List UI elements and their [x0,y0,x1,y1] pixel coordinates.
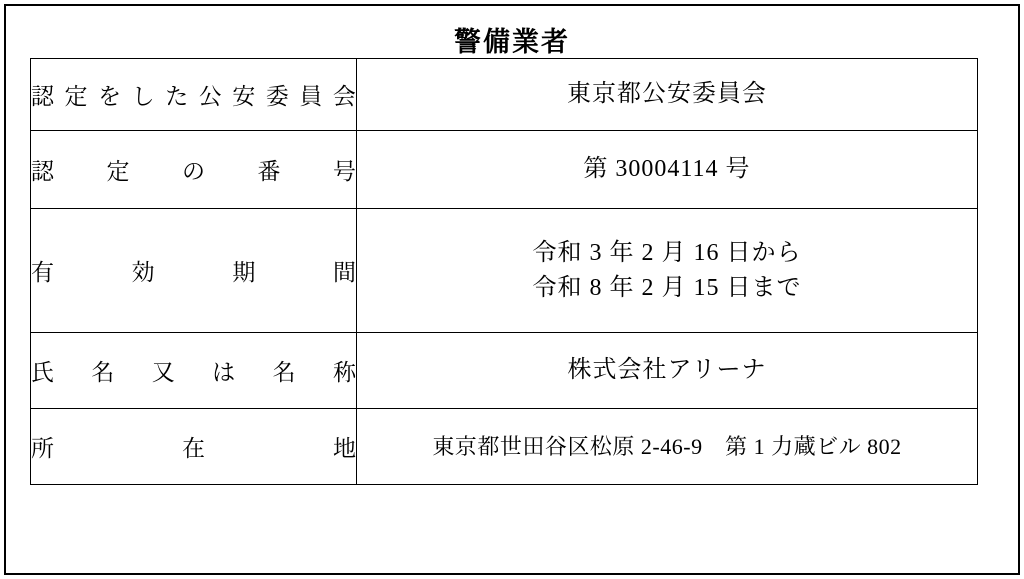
row-value-cell [357,333,978,409]
certificate-frame [4,4,1020,575]
certificate-table [30,58,978,485]
label-char: 氏 [31,360,54,385]
label-char: 定 [64,84,88,109]
row-label-text [31,153,356,186]
label-char: 称 [332,360,356,385]
row-value-text: 令和 8 年 2 月 15 日まで [532,274,802,301]
label-char: 認 [31,159,54,184]
label-char: 番 [257,159,281,184]
row-value-text: 第 30004114 号 [583,156,751,183]
table-row [31,409,978,485]
label-char: 地 [333,436,356,461]
row-label-text [31,430,356,463]
row-value-text: 株式会社アリーナ [567,357,767,384]
label-char: 定 [106,159,130,184]
label-char: 有 [31,260,54,285]
label-char: 認 [31,84,54,109]
certificate-table-wrap [30,58,978,485]
label-char: 期 [232,260,256,285]
row-label-cell [31,131,357,209]
row-value-cell [357,209,978,333]
label-char: 名 [91,360,115,385]
row-value-cell [357,59,978,131]
row-label-text [31,354,356,387]
label-char: た [165,84,189,109]
row-label-text [31,254,356,287]
label-char: 員 [299,84,323,109]
table-row [31,209,978,333]
label-char: を [98,84,122,109]
label-char: し [131,84,155,109]
row-value-cell [357,131,978,209]
label-char: 又 [151,360,175,385]
row-label-cell [31,333,357,409]
label-char: 安 [232,84,256,109]
label-char: 委 [265,84,289,109]
label-char: 所 [31,436,54,461]
table-row [31,131,978,209]
table-row [31,333,978,409]
row-label-cell [31,409,357,485]
label-char: 名 [272,360,296,385]
row-value-text: 東京都公安委員会 [567,81,767,108]
row-label-cell [31,209,357,333]
row-value-cell [357,409,978,485]
label-char: 公 [198,84,222,109]
row-value-text: 令和 3 年 2 月 16 日から [532,239,802,266]
label-char: 号 [333,159,356,184]
row-value-text: 東京都世田谷区松原 2-46-9 第 1 力蔵ビル 802 [432,433,902,459]
label-char: 会 [332,84,356,109]
label-char: 間 [332,260,356,285]
label-char: の [182,159,205,184]
label-char: 効 [131,260,155,285]
label-char: 在 [182,436,205,461]
row-label-cell [31,59,357,131]
row-label-text [31,78,356,111]
label-char: は [212,360,236,385]
page-title: 警備業者 [454,27,570,57]
table-row [31,59,978,131]
